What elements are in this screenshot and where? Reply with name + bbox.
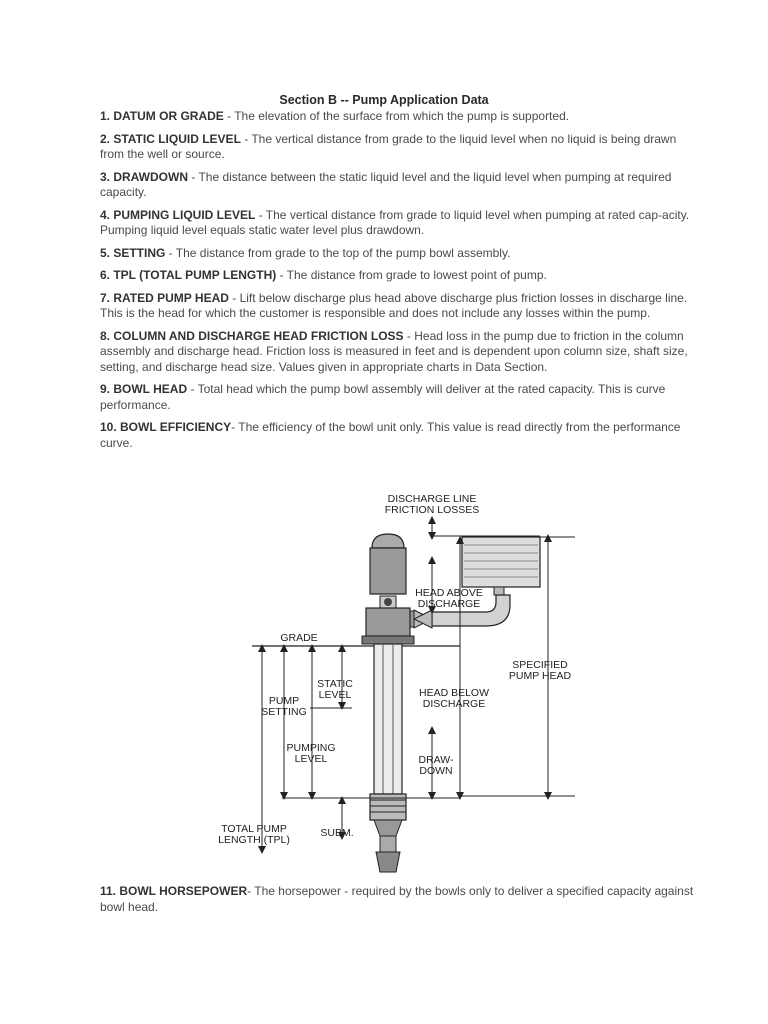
label-down: DOWN <box>419 765 453 777</box>
pump-diagram <box>0 480 768 880</box>
label-discharge: DISCHARGE <box>417 598 481 610</box>
definition-tpl <box>100 268 692 284</box>
motor-illustration <box>362 534 414 644</box>
label-level: LEVEL <box>318 689 352 701</box>
definition-text: - The vertical distance from grade to liquid level when pumping at rated cap-acity. Pumping liquid level equals static water level plus drawdown. <box>100 207 690 237</box>
definition-term: 11. BOWL HORSEPOWER <box>100 884 248 898</box>
definition-friction-loss <box>100 329 692 376</box>
label-subm: SUBM. <box>320 827 354 839</box>
definition-static-liquid-level <box>100 132 692 163</box>
page-title: Section B -- Pump Application Data <box>279 93 489 107</box>
definition-bowl-efficiency <box>100 420 692 451</box>
definition-bowl-horsepower <box>100 884 700 915</box>
label-friction-losses: FRICTION LOSSES <box>384 504 480 516</box>
definition-text: - The vertical distance from grade to the liquid level when no liquid is being drawn from the well or source. <box>100 131 677 161</box>
definition-term: 2. STATIC LIQUID LEVEL <box>100 131 241 146</box>
definition-text: - The distance between the static liquid level and the liquid level when pumping at required capacity. <box>100 169 672 199</box>
definition-term: 4. PUMPING LIQUID LEVEL <box>100 207 256 222</box>
definitions-list <box>100 109 692 458</box>
label-static: STATIC <box>317 678 353 690</box>
definition-term: 5. SETTING <box>100 245 166 260</box>
definition-text: - Lift below discharge plus head above discharge plus friction losses in discharge line. This is the head for which the customer is responsible and does not include any losses within the pump. <box>100 290 688 320</box>
label-pumping: PUMPING <box>286 742 336 754</box>
definition-term: 3. DRAWDOWN <box>100 169 188 184</box>
label-setting: SETTING <box>261 706 307 718</box>
definition-setting <box>100 246 692 262</box>
definition-text: - Head loss in the pump due to friction in the column assembly and discharge head. Friction loss is measured in feet and is dependent upon column size, shaft size, setting, and discharge head size. Values given in appropriate charts in Data Section. <box>100 328 688 374</box>
definition-text: - The efficiency of the bowl unit only. This value is read directly from the performance curve. <box>100 420 681 450</box>
pump-column <box>374 644 402 794</box>
definition-term: 8. COLUMN AND DISCHARGE HEAD FRICTION LOSS <box>100 328 404 343</box>
label-total-pump: TOTAL PUMP <box>221 823 287 835</box>
definition-term: 6. TPL (TOTAL PUMP LENGTH) <box>100 268 277 282</box>
definition-rated-pump-head <box>100 291 692 322</box>
definition-datum <box>100 109 692 125</box>
definition-text: - Total head which the pump bowl assembly will deliver at the rated capacity. This is curve performance. <box>100 382 666 412</box>
definition-term: 1. DATUM OR GRADE <box>100 109 224 123</box>
definition-text: - The horsepower - required by the bowls only to deliver a specified capacity against bowl head. <box>100 884 694 914</box>
definition-text: - The distance from grade to lowest point of pump. <box>276 268 547 282</box>
label-head-above: HEAD ABOVE <box>415 587 483 599</box>
label-head-below-discharge: DISCHARGE <box>422 698 486 710</box>
label-draw: DRAW- <box>418 754 454 766</box>
definition-term: 10. BOWL EFFICIENCY <box>100 420 232 434</box>
label-pumping-level: LEVEL <box>294 753 328 765</box>
label-specified: SPECIFIED <box>512 659 568 671</box>
pump-bowls <box>370 794 406 872</box>
definition-pumping-liquid-level <box>100 208 692 239</box>
label-length-tpl: LENGTH (TPL) <box>218 834 290 846</box>
definition-drawdown <box>100 170 692 201</box>
definition-text: - The elevation of the surface from which the pump is supported. <box>223 109 570 123</box>
label-pump: PUMP <box>268 695 300 707</box>
label-head-below: HEAD BELOW <box>418 687 490 699</box>
definition-text: - The distance from grade to the top of the pump bowl assembly. <box>165 245 511 260</box>
label-pump-head: PUMP HEAD <box>508 670 572 682</box>
definition-term: 7. RATED PUMP HEAD <box>100 290 229 305</box>
label-grade: GRADE <box>280 632 318 644</box>
label-discharge-line: DISCHARGE LINE <box>387 493 477 505</box>
definition-term: 9. BOWL HEAD <box>100 382 188 396</box>
definition-bowl-head <box>100 382 692 413</box>
